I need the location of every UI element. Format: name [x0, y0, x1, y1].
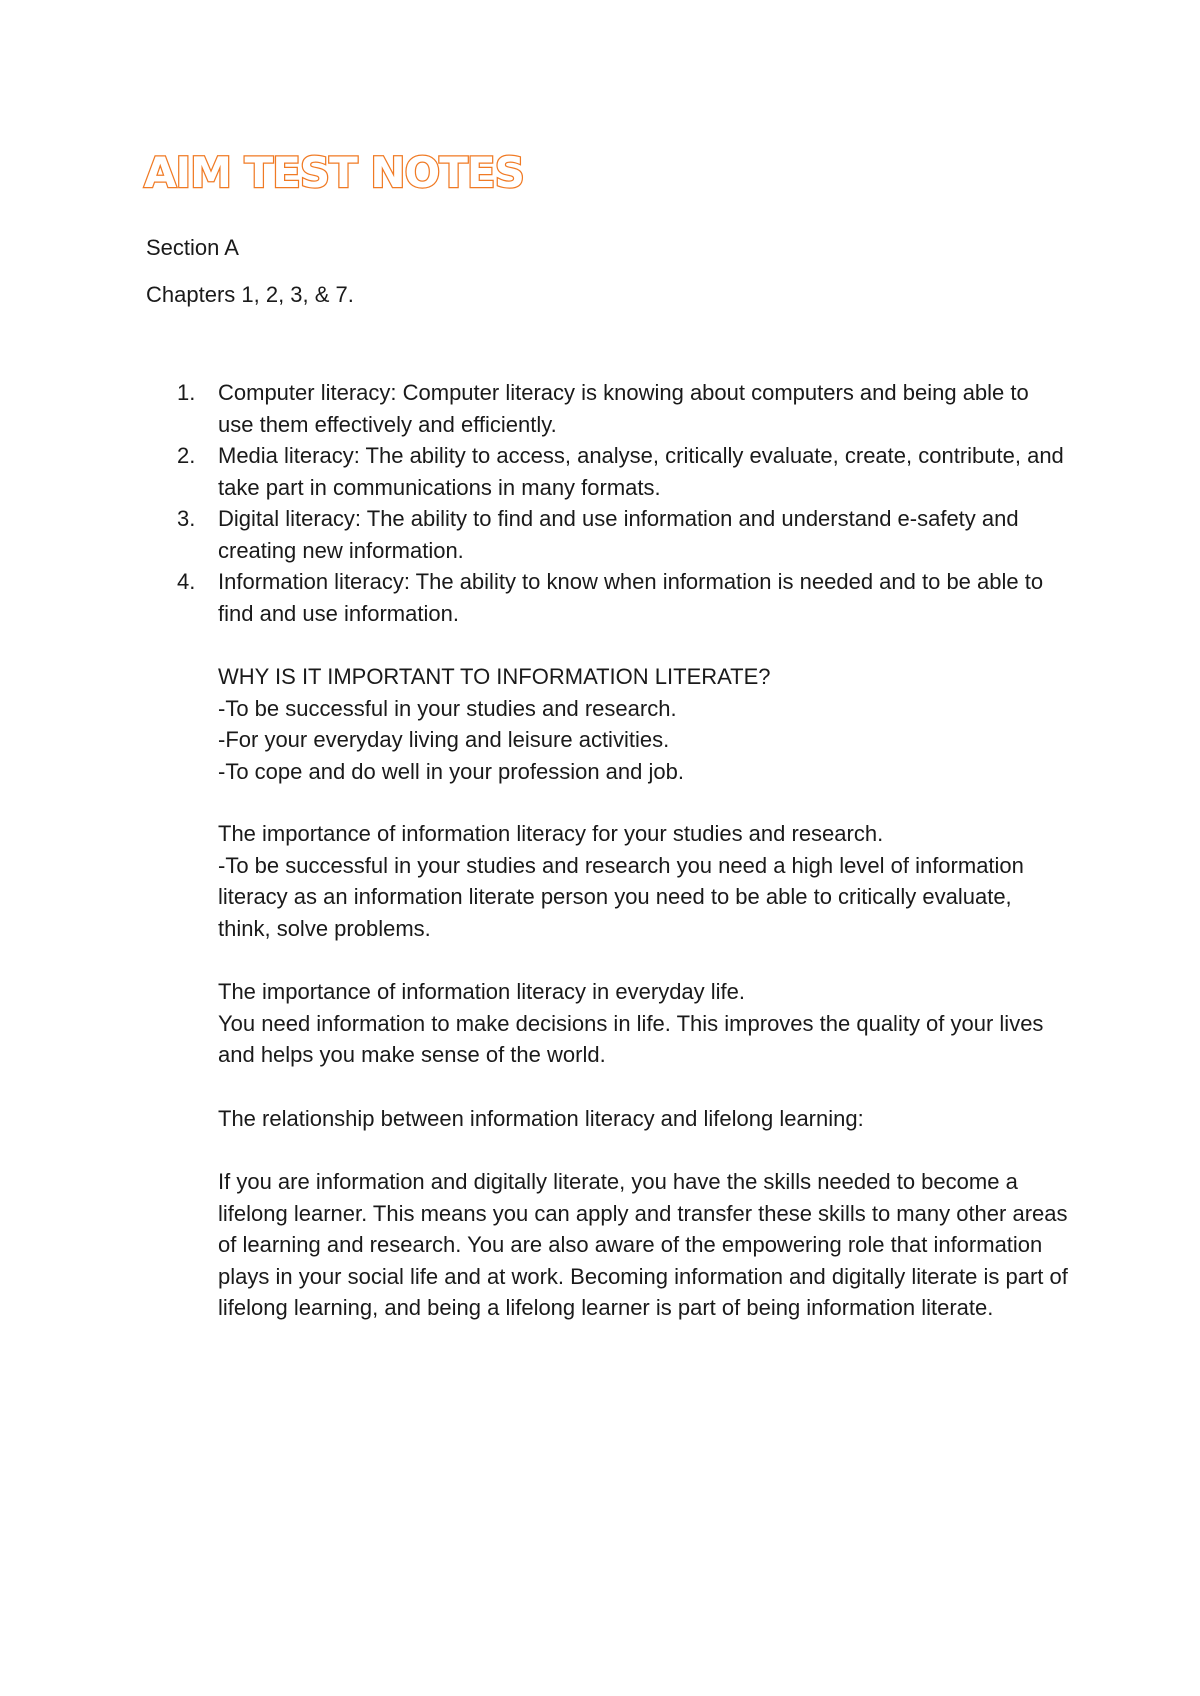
studies-research-block [218, 818, 1068, 944]
why-important-heading: WHY IS IT IMPORTANT TO INFORMATION LITERATE? [218, 664, 771, 689]
definition-text: Computer literacy: Computer literacy is knowing about computers and being able to use them effectively and efficiently. [218, 380, 1029, 437]
section-label: Section A [146, 235, 239, 260]
definition-text: Digital literacy: The ability to find and use information and understand e-safety and creating new information. [218, 506, 1019, 563]
list-number: 1. [177, 380, 196, 405]
why-important-block [218, 661, 1068, 787]
list-number: 2. [177, 443, 196, 468]
everyday-life-block [218, 976, 1068, 1071]
studies-research-heading: The importance of information literacy for your studies and research. [218, 821, 884, 846]
chapters-label: Chapters 1, 2, 3, & 7. [146, 282, 354, 307]
lifelong-learning-text: If you are information and digitally literate, you have the skills needed to become a lifelong learner. This means you can apply and transfer these skills to many other areas of learning and research. You are also aware of the empowering role that information plays in your social life and at work. Becoming information and digitally literate is part of lifelong learning, and being a lifelong learner is part of being information literate. [218, 1169, 1068, 1320]
why-important-point: -To be successful in your studies and research. [218, 695, 677, 721]
list-item [177, 440, 1068, 503]
list-item [177, 566, 1068, 629]
definition-text: Information literacy: The ability to know when information is needed and to be able to find and use information. [218, 569, 1044, 626]
list-number: 4. [177, 569, 196, 594]
lifelong-learning-text-block [218, 1166, 1068, 1324]
definition-text: Media literacy: The ability to access, analyse, critically evaluate, create, contribute, and take part in communications in many formats. [218, 443, 1064, 500]
document-title: AIM TEST NOTES [144, 148, 524, 197]
literacy-definitions-list [177, 377, 1068, 629]
why-important-point: -For your everyday living and leisure activities. [218, 727, 670, 752]
why-important-point: -To cope and do well in your profession and job. [218, 758, 684, 784]
list-number: 3. [177, 506, 196, 531]
everyday-life-text: You need information to make decisions in life. This improves the quality of your lives and helps you make sense of the world. [218, 1010, 1044, 1067]
everyday-life-heading: The importance of information literacy in everyday life. [218, 979, 746, 1004]
list-item [177, 377, 1068, 440]
lifelong-learning-heading: The relationship between information literacy and lifelong learning: [218, 1106, 864, 1131]
studies-research-text: -To be successful in your studies and research you need a high level of information literacy as an information literate person you need to be able to critically evaluate, think, solve problems. [218, 852, 1024, 941]
list-item [177, 503, 1068, 566]
lifelong-learning-heading-block [218, 1103, 1068, 1135]
